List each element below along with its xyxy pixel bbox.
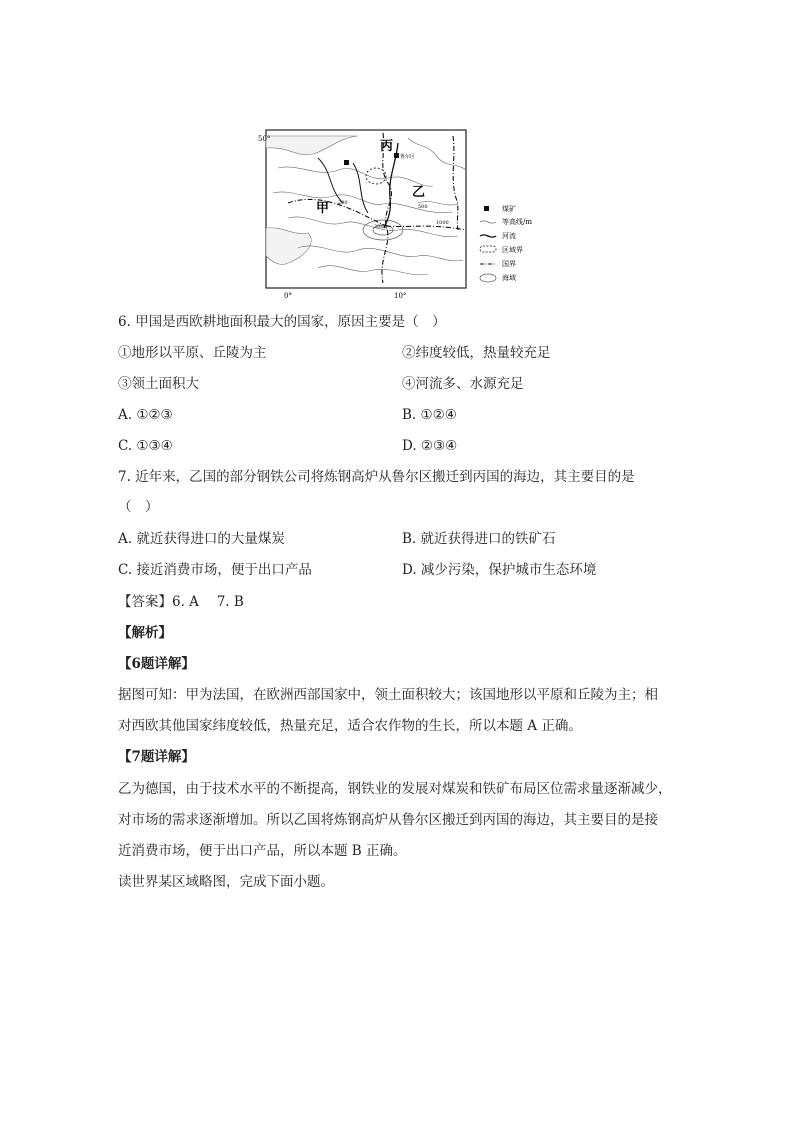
- country-label-jia: 甲: [316, 201, 330, 216]
- contour-value: 200: [338, 200, 348, 206]
- q6-choice-d: D. ②③④: [402, 438, 458, 454]
- legend-coal-symbol: [484, 206, 489, 211]
- map-legend: [480, 204, 532, 282]
- detail-6-line2: 对西欧其他国家纬度较低，热量充足，适合农作物的生长，所以本题 A 正确。: [118, 718, 582, 734]
- answer-line: 【答案】6. A 7. B: [118, 594, 244, 610]
- detail-7-line3: 近消费市场，便于出口产品，所以本题 B 正确。: [118, 843, 407, 859]
- detail-7-title: 【7题详解】: [118, 749, 195, 765]
- lon-label-0: 0°: [284, 292, 292, 298]
- legend-contour-symbol: [480, 221, 496, 223]
- next-section-intro: 读世界某区域略图，完成下面小题。: [118, 874, 334, 890]
- legend-river-symbol: [480, 235, 496, 237]
- analysis-title: 【解析】: [118, 625, 172, 641]
- q6-option-1: ①地形以平原、丘陵为主: [118, 345, 267, 361]
- q7-stem-cont: （ ）: [118, 499, 159, 515]
- detail-7-line1: 乙为德国，由于技术水平的不断提高，钢铁业的发展对煤炭和铁矿布局区位需求量逐渐减少，: [118, 781, 672, 797]
- legend-coal: 煤矿: [502, 205, 516, 213]
- q7-stem: 7. 近年来，乙国的部分钢铁公司将炼钢高炉从鲁尔区搬迁到丙国的海边，其主要目的是: [118, 469, 635, 485]
- detail-7-line2: 对市场的需求逐渐增加。所以乙国将炼钢高炉从鲁尔区搬迁到丙国的海边，其主要目的是接: [118, 812, 658, 828]
- legend-region-symbol: [480, 246, 496, 252]
- city-label-ruhr: 鲁尔区: [400, 154, 416, 160]
- detail-6-line1: 据图可知：甲为法国，在欧洲西部国家中，领土面积较大；该国地形以平原和丘陵为主；相: [118, 687, 658, 703]
- legend-sea-symbol: [480, 274, 496, 282]
- contour-value: 500: [418, 204, 428, 210]
- contour-value: 1000: [436, 220, 449, 226]
- lon-label-10: 10°: [394, 292, 407, 298]
- region-map: [258, 108, 540, 298]
- q6-option-3: ③领土面积大: [118, 376, 199, 392]
- coal-mine: [344, 160, 349, 165]
- legend-sea: 海域: [502, 274, 516, 282]
- q6-choice-a: A. ①②③: [118, 407, 173, 423]
- q6-choice-b: B. ①②④: [402, 407, 457, 423]
- country-label-yi: 乙: [412, 185, 426, 200]
- detail-6-title: 【6题详解】: [118, 656, 195, 672]
- q6-option-2: ②纬度较低，热量较充足: [402, 345, 551, 361]
- legend-border: 国界: [502, 260, 516, 268]
- q7-choice-d: D. 减少污染，保护城市生态环境: [402, 562, 597, 578]
- legend-region: 区域界: [502, 246, 523, 254]
- legend-contour: 等高线/m: [502, 218, 532, 226]
- q6-choice-c: C. ①③④: [118, 438, 173, 454]
- q7-choice-c: C. 接近消费市场，便于出口产品: [118, 562, 312, 578]
- country-label-bing: 丙: [380, 139, 394, 154]
- coal-mine: [394, 153, 399, 158]
- legend-river: 河流: [502, 232, 516, 240]
- q7-choice-b: B. 就近获得进口的铁矿石: [402, 531, 556, 547]
- q6-option-4: ④河流多、水源充足: [402, 376, 524, 392]
- lat-label: 50°: [258, 135, 271, 143]
- q7-choice-a: A. 就近获得进口的大量煤炭: [118, 531, 285, 547]
- contour-value: 2000: [374, 224, 387, 230]
- q6-stem: 6. 甲国是西欧耕地面积最大的国家，原因主要是（ ）: [118, 314, 446, 330]
